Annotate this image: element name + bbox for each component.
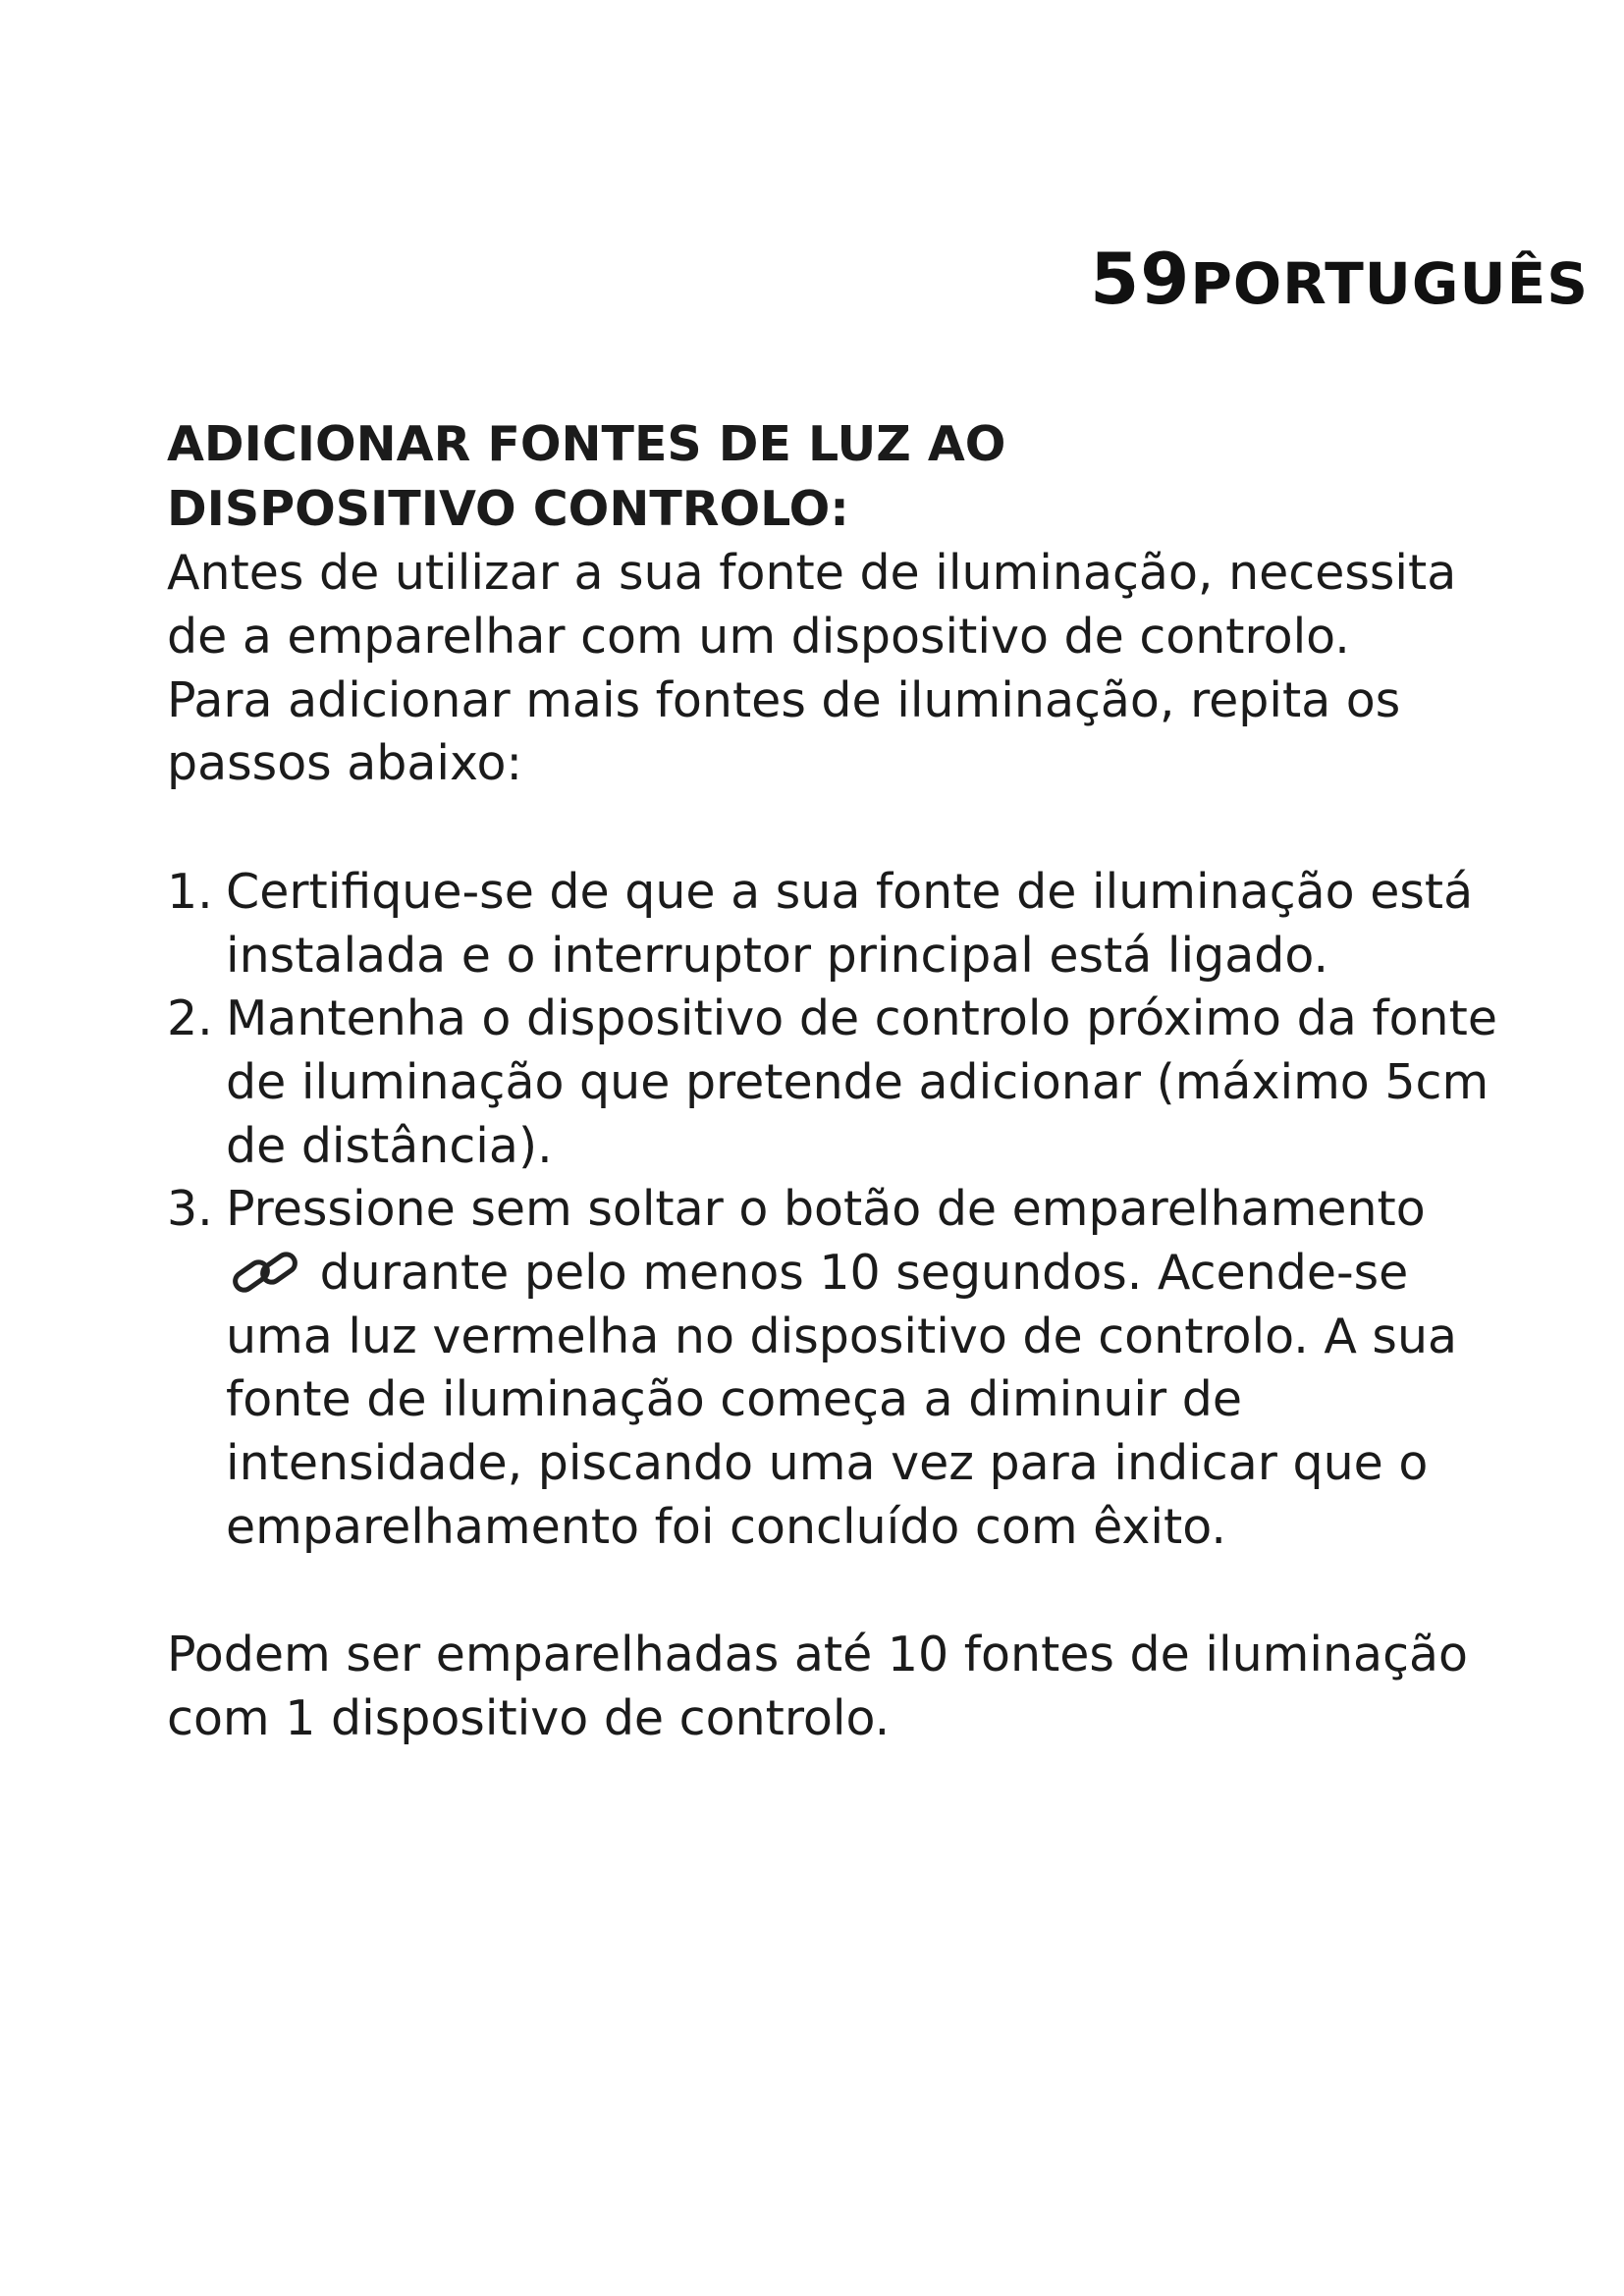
step-number: 3. (167, 1181, 213, 1238)
step-text-after-icon: durante pelo menos 10 segundos. Acende-se uma luz vermelha no dispositivo de controlo. A sua fonte de iluminação começa a diminuir de intensidade, piscando uma vez para indicar que o emparelhamento foi concluído com êxito. (226, 1245, 1458, 1555)
page-number-value: 59 (1090, 238, 1191, 320)
intro-block (167, 542, 1502, 796)
intro-paragraph-1: Antes de utilizar a sua fonte de iluminação, necessita de a emparelhar com um dispositivo de controlo. (167, 545, 1457, 665)
section-heading-line2: DISPOSITIVO CONTROLO: (167, 481, 849, 538)
instructions-section (167, 412, 1502, 1751)
step-item (167, 988, 1502, 1178)
step-number: 2. (167, 990, 213, 1047)
step-text: Mantenha o dispositivo de controlo próximo da fonte de iluminação que pretende adicionar (máximo 5cm de distância). (226, 990, 1497, 1174)
steps-list (167, 861, 1502, 1559)
step-item (167, 1178, 1502, 1559)
intro-paragraph-2: Para adicionar mais fontes de iluminação, repita os passos abaixo: (167, 671, 1401, 792)
section-heading-line1: ADICIONAR FONTES DE LUZ AO (167, 416, 1006, 472)
step-text: Certifique-se de que a sua fonte de iluminação está instalada e o interruptor principal está ligado. (226, 863, 1474, 984)
step-item (167, 861, 1502, 988)
page-number (1090, 238, 1589, 320)
page-language-label: PORTUGUÊS (1190, 250, 1589, 317)
outro-paragraph: Podem ser emparelhadas até 10 fontes de iluminação com 1 dispositivo de controlo. (167, 1627, 1469, 1747)
step-text-before-icon: Pressione sem soltar o botão de emparelhamento (226, 1181, 1426, 1238)
link-icon (230, 1246, 300, 1301)
step-number: 1. (167, 863, 213, 920)
section-heading (167, 412, 1502, 542)
